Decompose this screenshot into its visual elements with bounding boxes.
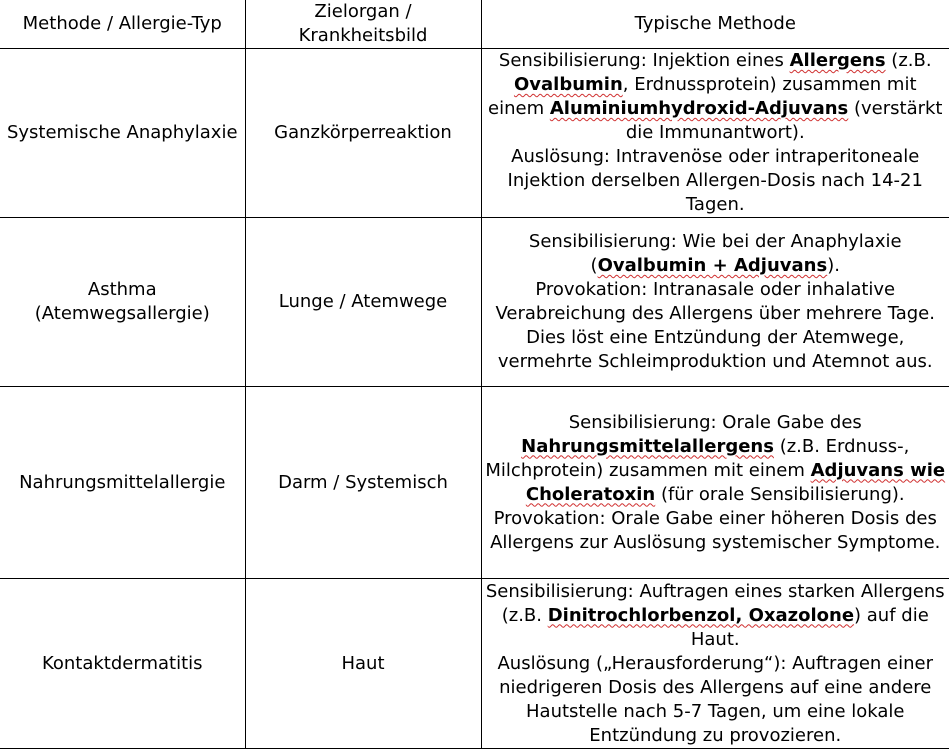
header-organ: Zielorgan / Krankheitsbild bbox=[245, 0, 481, 49]
row-organ: Darm / Systemisch bbox=[245, 387, 481, 579]
table-row bbox=[0, 49, 949, 218]
header-type: Methode / Allergie-Typ bbox=[0, 0, 245, 49]
row-type: Kontaktdermatitis bbox=[0, 579, 245, 749]
table-header-row bbox=[0, 0, 949, 49]
header-method: Typische Methode bbox=[481, 0, 949, 49]
row-organ: Lunge / Atemwege bbox=[245, 218, 481, 387]
row-type: Nahrungsmittelallergie bbox=[0, 387, 245, 579]
row-organ: Ganzkörperreaktion bbox=[245, 49, 481, 218]
row-type: Asthma (Atemwegsallergie) bbox=[0, 218, 245, 387]
table-row bbox=[0, 218, 949, 387]
table-row bbox=[0, 387, 949, 579]
row-method: Sensibilisierung: Wie bei der Anaphylaxie (Ovalbumin + Adjuvans). Provokation: Intranasale oder inhalative Verabreichung des Allergens über mehrere Tage. Dies löst eine Entzündung der Atemwege, vermehrte Schleimproduktion und Atemnot aus. bbox=[481, 218, 949, 387]
table-row bbox=[0, 579, 949, 749]
row-method: Sensibilisierung: Injektion eines Allergens (z.B. Ovalbumin, Erdnussprotein) zusammen mit einem Aluminiumhydroxid-Adjuvans (verstärkt die Immunantwort). Auslösung: Intravenöse oder intraperitoneale Injektion derselben Allergen-Dosis nach 14-21 Tagen. bbox=[481, 49, 949, 218]
row-method: Sensibilisierung: Orale Gabe des Nahrungsmittelallergens (z.B. Erdnuss-, Milchprotein) zusammen mit einem Adjuvans wie Choleratoxin (für orale Sensibilisierung). Provokation: Orale Gabe einer höheren Dosis des Allergens zur Auslösung systemischer Symptome. bbox=[481, 387, 949, 579]
row-organ: Haut bbox=[245, 579, 481, 749]
row-method: Sensibilisierung: Auftragen eines starken Allergens (z.B. Dinitrochlorbenzol, Oxazolone) auf die Haut. Auslösung („Herausforderung“): Auftragen einer niedrigeren Dosis des Allergens auf eine andere Hautstelle nach 5-7 Tagen, um eine lokale Entzündung zu provozieren. bbox=[481, 579, 949, 749]
row-type bbox=[0, 49, 245, 218]
row-type-text: Systemische Anaphylaxie bbox=[6, 122, 238, 143]
